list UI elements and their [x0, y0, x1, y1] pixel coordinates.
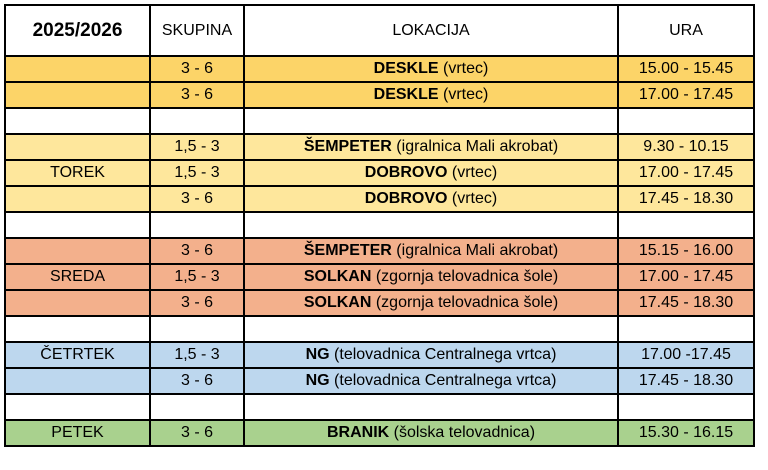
day-cell: [5, 316, 150, 342]
day-cell: [5, 82, 150, 108]
location-cell: [244, 186, 618, 212]
group-cell: [150, 108, 244, 134]
table-row: [5, 316, 754, 342]
header-row: [5, 5, 754, 56]
location-cell: [244, 212, 618, 238]
location-cell: [244, 82, 618, 108]
time-cell: [618, 394, 754, 420]
table-row: [5, 368, 754, 394]
location-cell: [244, 134, 618, 160]
group-cell: [150, 316, 244, 342]
time-cell: 15.30 - 16.15: [618, 420, 754, 446]
group-cell: 3 - 6: [150, 368, 244, 394]
location-cell: [244, 368, 618, 394]
group-cell: 3 - 6: [150, 290, 244, 316]
group-cell: [150, 212, 244, 238]
group-cell: 1,5 - 3: [150, 134, 244, 160]
location-name: NG: [305, 346, 330, 363]
table-row: [5, 108, 754, 134]
time-cell: [618, 316, 754, 342]
group-cell: 3 - 6: [150, 420, 244, 446]
day-cell: SREDA: [5, 264, 150, 290]
location-cell: [244, 394, 618, 420]
day-cell: [5, 134, 150, 160]
time-cell: 15.15 - 16.00: [618, 238, 754, 264]
group-cell: 1,5 - 3: [150, 342, 244, 368]
location-cell: [244, 264, 618, 290]
table-row: [5, 134, 754, 160]
time-cell: 15.00 - 15.45: [618, 56, 754, 82]
day-cell: [5, 368, 150, 394]
day-cell: [5, 108, 150, 134]
group-cell: 3 - 6: [150, 186, 244, 212]
location-detail: (igralnica Mali akrobat): [391, 242, 559, 259]
group-cell: 3 - 6: [150, 238, 244, 264]
location-name: NG: [305, 372, 330, 389]
day-cell: TOREK: [5, 160, 150, 186]
time-cell: 17.45 - 18.30: [618, 186, 754, 212]
location-name: BRANIK: [326, 424, 390, 441]
time-cell: 17.45 - 18.30: [618, 290, 754, 316]
location-cell: [244, 56, 618, 82]
table-row: [5, 160, 754, 186]
location-detail: (šolska telovadnica): [389, 424, 536, 441]
group-cell: [150, 394, 244, 420]
day-cell: [5, 56, 150, 82]
year-header: 2025/2026: [5, 5, 150, 56]
day-cell: PETEK: [5, 420, 150, 446]
location-detail: (zgornja telovadnica šole): [371, 268, 559, 285]
time-cell: 17.00 -17.45: [618, 342, 754, 368]
location-detail: (vrtec): [447, 164, 498, 181]
day-cell: ČETRTEK: [5, 342, 150, 368]
location-detail: (vrtec): [438, 60, 489, 77]
table-row: [5, 342, 754, 368]
location-name: SOLKAN: [303, 294, 372, 311]
time-cell: 9.30 - 10.15: [618, 134, 754, 160]
location-cell: [244, 238, 618, 264]
location-detail: (vrtec): [438, 86, 489, 103]
table-row: [5, 394, 754, 420]
group-cell: 3 - 6: [150, 82, 244, 108]
table-row: [5, 264, 754, 290]
day-cell: [5, 186, 150, 212]
time-cell: 17.45 - 18.30: [618, 368, 754, 394]
location-cell: [244, 342, 618, 368]
day-cell: [5, 290, 150, 316]
location-detail: (zgornja telovadnica šole): [371, 294, 559, 311]
table-row: [5, 212, 754, 238]
location-name: DESKLE: [373, 60, 439, 77]
schedule-table: [4, 4, 755, 447]
location-name: DESKLE: [373, 86, 439, 103]
location-name: DOBROVO: [364, 190, 448, 207]
time-cell: 17.00 - 17.45: [618, 82, 754, 108]
location-name: ŠEMPETER: [303, 138, 392, 155]
time-header: URA: [618, 5, 754, 56]
group-header: SKUPINA: [150, 5, 244, 56]
location-detail: (igralnica Mali akrobat): [391, 138, 559, 155]
location-header: LOKACIJA: [244, 5, 618, 56]
location-cell: [244, 316, 618, 342]
time-cell: 17.00 - 17.45: [618, 264, 754, 290]
time-cell: [618, 108, 754, 134]
table-row: [5, 186, 754, 212]
table-row: [5, 82, 754, 108]
day-cell: [5, 212, 150, 238]
day-cell: [5, 394, 150, 420]
table-row: [5, 290, 754, 316]
group-cell: 1,5 - 3: [150, 264, 244, 290]
group-cell: 3 - 6: [150, 56, 244, 82]
location-cell: [244, 108, 618, 134]
table-row: [5, 420, 754, 446]
group-cell: 1,5 - 3: [150, 160, 244, 186]
table-row: [5, 238, 754, 264]
location-cell: [244, 160, 618, 186]
time-cell: [618, 212, 754, 238]
day-cell: [5, 238, 150, 264]
location-detail: (vrtec): [447, 190, 498, 207]
time-cell: 17.00 - 17.45: [618, 160, 754, 186]
location-detail: (telovadnica Centralnega vrtca): [329, 372, 557, 389]
location-detail: (telovadnica Centralnega vrtca): [329, 346, 557, 363]
location-name: SOLKAN: [303, 268, 372, 285]
location-name: ŠEMPETER: [303, 242, 392, 259]
location-name: DOBROVO: [364, 164, 448, 181]
location-cell: [244, 290, 618, 316]
location-cell: [244, 420, 618, 446]
table-row: [5, 56, 754, 82]
